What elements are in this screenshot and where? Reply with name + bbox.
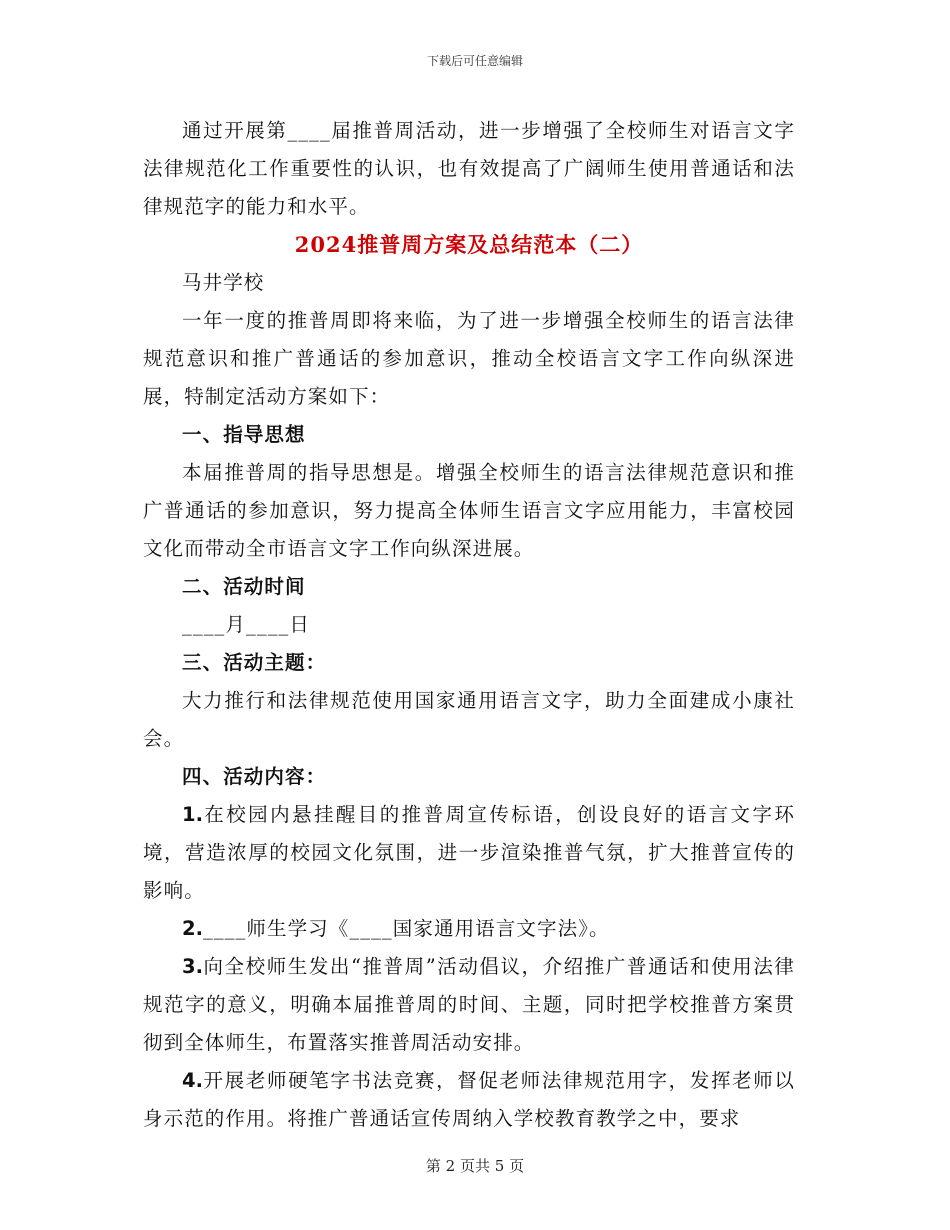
activity-text: ____师生学习《____国家通用语言文字法》。: [202, 917, 610, 940]
section-heading-activity-time: 二、活动时间: [182, 575, 306, 598]
activity-item-3: [143, 948, 795, 1062]
activity-item-2: [143, 910, 795, 948]
section-body-activity-time: ____月____日: [182, 613, 310, 636]
section-heading-guiding-thought: 一、指导思想: [182, 423, 306, 446]
document-title: 2024推普周方案及总结范本（二）: [294, 232, 644, 257]
intro-paragraph: 通过开展第____届推普周活动，进一步增强了全校师生对语言文字法律规范化工作重要性的认识，也有效提高了广阔师生使用普通话和法律规范字的能力和水平。: [143, 119, 795, 218]
activity-number: 3.: [182, 955, 203, 978]
section-heading-activity-theme: 三、活动主题：: [182, 651, 327, 674]
document-body: [143, 112, 795, 1138]
activity-text: 向全校师生发出“推普周”活动倡议，介绍推广普通话和使用法律规范字的意义，明确本届推普周的时间、主题，同时把学校推普方案贯彻到全体师生，布置落实推普周活动安排。: [143, 955, 795, 1054]
activity-number: 2.: [182, 917, 203, 940]
section-body-activity-theme: 大力推行和法律规范使用国家通用语言文字，助力全面建成小康社会。: [143, 689, 795, 750]
opening-paragraph: 一年一度的推普周即将来临，为了进一步增强全校师生的语言法律规范意识和推广普通话的参加意识，推动全校语言文字工作向纵深进展，特制定活动方案如下：: [143, 309, 795, 408]
page-footer: 第 2 页共 5 页: [425, 1157, 525, 1175]
activity-item-4: [143, 1062, 795, 1138]
section-heading-activity-content: 四、活动内容：: [182, 765, 327, 788]
section-body-guiding-thought: 本届推普周的指导思想是。增强全校师生的语言法律规范意识和推广普通话的参加意识，努力提高全体师生语言文字应用能力，丰富校园文化而带动全市语言文字工作向纵深进展。: [143, 461, 795, 560]
activity-number: 4.: [182, 1069, 203, 1092]
page-header: 下载后可任意编辑: [426, 54, 523, 68]
school-name: 马井学校: [182, 271, 265, 294]
activity-text: 在校园内悬挂醒目的推普周宣传标语，创设良好的语言文字环境，营造浓厚的校园文化氛围，进一步渲染推普气氛，扩大推普宣传的影响。: [143, 803, 795, 902]
activity-item-1: [143, 796, 795, 910]
activity-text: 开展老师硬笔字书法竞赛，督促老师法律规范用字，发挥老师以身示范的作用。将推广普通话宣传周纳入学校教育教学之中，要求: [143, 1069, 795, 1130]
activity-number: 1.: [182, 803, 203, 826]
